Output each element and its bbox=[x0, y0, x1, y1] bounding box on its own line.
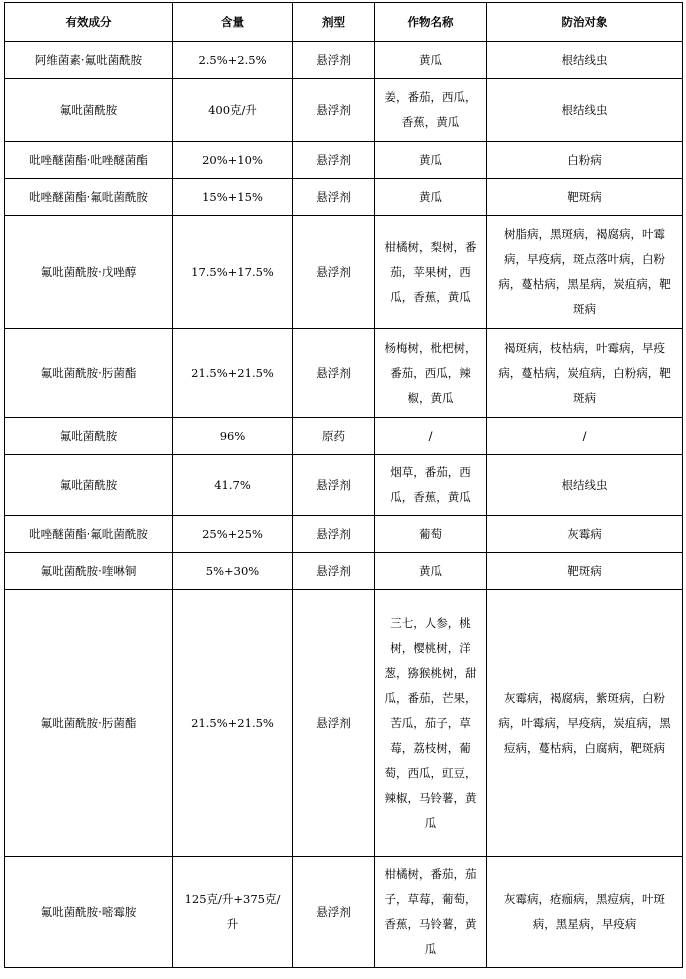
cell-targets: / bbox=[487, 418, 683, 455]
cell-content: 21.5%+21.5% bbox=[173, 590, 293, 857]
cell-crops: 烟草，番茄，西瓜，香蕉，黄瓜 bbox=[375, 455, 487, 516]
cell-formulation: 悬浮剂 bbox=[293, 142, 375, 179]
cell-crops: 黄瓜 bbox=[375, 179, 487, 216]
table-row bbox=[5, 857, 683, 968]
cell-crops: 黄瓜 bbox=[375, 142, 487, 179]
cell-crops: 黄瓜 bbox=[375, 42, 487, 79]
table-row bbox=[5, 455, 683, 516]
cell-targets: 褐斑病，枝枯病，叶霉病，早疫病，蔓枯病，炭疽病，白粉病，靶斑病 bbox=[487, 329, 683, 418]
cell-crops: 黄瓜 bbox=[375, 553, 487, 590]
cell-ingredient: 吡唑醚菌酯·氟吡菌酰胺 bbox=[5, 179, 173, 216]
cell-content: 400克/升 bbox=[173, 79, 293, 142]
cell-targets: 根结线虫 bbox=[487, 455, 683, 516]
header-content: 含量 bbox=[173, 3, 293, 42]
cell-ingredient: 氟吡菌酰胺·喹啉铜 bbox=[5, 553, 173, 590]
header-ingredient: 有效成分 bbox=[5, 3, 173, 42]
cell-formulation: 悬浮剂 bbox=[293, 553, 375, 590]
table-row bbox=[5, 590, 683, 857]
cell-crops: 葡萄 bbox=[375, 516, 487, 553]
table-row bbox=[5, 329, 683, 418]
table-header-row bbox=[5, 3, 683, 42]
cell-formulation: 悬浮剂 bbox=[293, 42, 375, 79]
cell-targets: 根结线虫 bbox=[487, 42, 683, 79]
table-row bbox=[5, 553, 683, 590]
cell-ingredient: 氟吡菌酰胺 bbox=[5, 455, 173, 516]
cell-formulation: 悬浮剂 bbox=[293, 857, 375, 968]
cell-crops: / bbox=[375, 418, 487, 455]
cell-content: 96% bbox=[173, 418, 293, 455]
cell-content: 21.5%+21.5% bbox=[173, 329, 293, 418]
cell-content: 2.5%+2.5% bbox=[173, 42, 293, 79]
cell-content: 15%+15% bbox=[173, 179, 293, 216]
cell-targets: 灰霉病，疮痂病，黑痘病，叶斑病，黑星病，早疫病 bbox=[487, 857, 683, 968]
cell-content: 5%+30% bbox=[173, 553, 293, 590]
cell-crops: 柑橘树，番茄，茄子，草莓，葡萄，香蕉，马铃薯，黄瓜 bbox=[375, 857, 487, 968]
cell-targets: 灰霉病 bbox=[487, 516, 683, 553]
table-row bbox=[5, 516, 683, 553]
header-targets: 防治对象 bbox=[487, 3, 683, 42]
table-row bbox=[5, 79, 683, 142]
cell-content: 25%+25% bbox=[173, 516, 293, 553]
cell-ingredient: 氟吡菌酰胺·肟菌酯 bbox=[5, 329, 173, 418]
cell-targets: 根结线虫 bbox=[487, 79, 683, 142]
header-formulation: 剂型 bbox=[293, 3, 375, 42]
table-row bbox=[5, 418, 683, 455]
cell-content: 20%+10% bbox=[173, 142, 293, 179]
cell-formulation: 原药 bbox=[293, 418, 375, 455]
table-row bbox=[5, 216, 683, 329]
cell-ingredient: 氟吡菌酰胺·肟菌酯 bbox=[5, 590, 173, 857]
cell-content: 17.5%+17.5% bbox=[173, 216, 293, 329]
cell-formulation: 悬浮剂 bbox=[293, 516, 375, 553]
cell-formulation: 悬浮剂 bbox=[293, 329, 375, 418]
cell-ingredient: 氟吡菌酰胺·嘧霉胺 bbox=[5, 857, 173, 968]
header-crops: 作物名称 bbox=[375, 3, 487, 42]
pesticide-registration-table bbox=[4, 2, 683, 968]
table-row bbox=[5, 179, 683, 216]
cell-ingredient: 吡唑醚菌酯·吡唑醚菌酯 bbox=[5, 142, 173, 179]
table-row bbox=[5, 142, 683, 179]
table-row bbox=[5, 42, 683, 79]
cell-content: 125克/升+375克/升 bbox=[173, 857, 293, 968]
cell-ingredient: 氟吡菌酰胺·戊唑醇 bbox=[5, 216, 173, 329]
cell-formulation: 悬浮剂 bbox=[293, 590, 375, 857]
cell-targets: 白粉病 bbox=[487, 142, 683, 179]
cell-ingredient: 氟吡菌酰胺 bbox=[5, 418, 173, 455]
cell-formulation: 悬浮剂 bbox=[293, 179, 375, 216]
cell-targets: 靶斑病 bbox=[487, 553, 683, 590]
cell-crops: 柑橘树，梨树，番茄，苹果树，西瓜，香蕉，黄瓜 bbox=[375, 216, 487, 329]
cell-targets: 树脂病，黑斑病，褐腐病，叶霉病，早疫病，斑点落叶病，白粉病，蔓枯病，黑星病，炭疽病，靶斑病 bbox=[487, 216, 683, 329]
cell-ingredient: 阿维菌素·氟吡菌酰胺 bbox=[5, 42, 173, 79]
cell-formulation: 悬浮剂 bbox=[293, 79, 375, 142]
cell-formulation: 悬浮剂 bbox=[293, 455, 375, 516]
cell-targets: 靶斑病 bbox=[487, 179, 683, 216]
cell-crops: 姜，番茄，西瓜，香蕉，黄瓜 bbox=[375, 79, 487, 142]
cell-crops: 杨梅树，枇杷树，番茄，西瓜，辣椒，黄瓜 bbox=[375, 329, 487, 418]
cell-targets: 灰霉病，褐腐病，紫斑病，白粉病，叶霉病，早疫病，炭疽病，黑痘病，蔓枯病，白腐病，靶斑病 bbox=[487, 590, 683, 857]
cell-ingredient: 氟吡菌酰胺 bbox=[5, 79, 173, 142]
cell-formulation: 悬浮剂 bbox=[293, 216, 375, 329]
cell-content: 41.7% bbox=[173, 455, 293, 516]
cell-ingredient: 吡唑醚菌酯·氟吡菌酰胺 bbox=[5, 516, 173, 553]
cell-crops: 三七，人参，桃树，樱桃树，洋葱，猕猴桃树，甜瓜，番茄，芒果，苦瓜，茄子，草莓，荔枝树，葡萄，西瓜，豇豆，辣椒，马铃薯，黄瓜 bbox=[375, 590, 487, 857]
